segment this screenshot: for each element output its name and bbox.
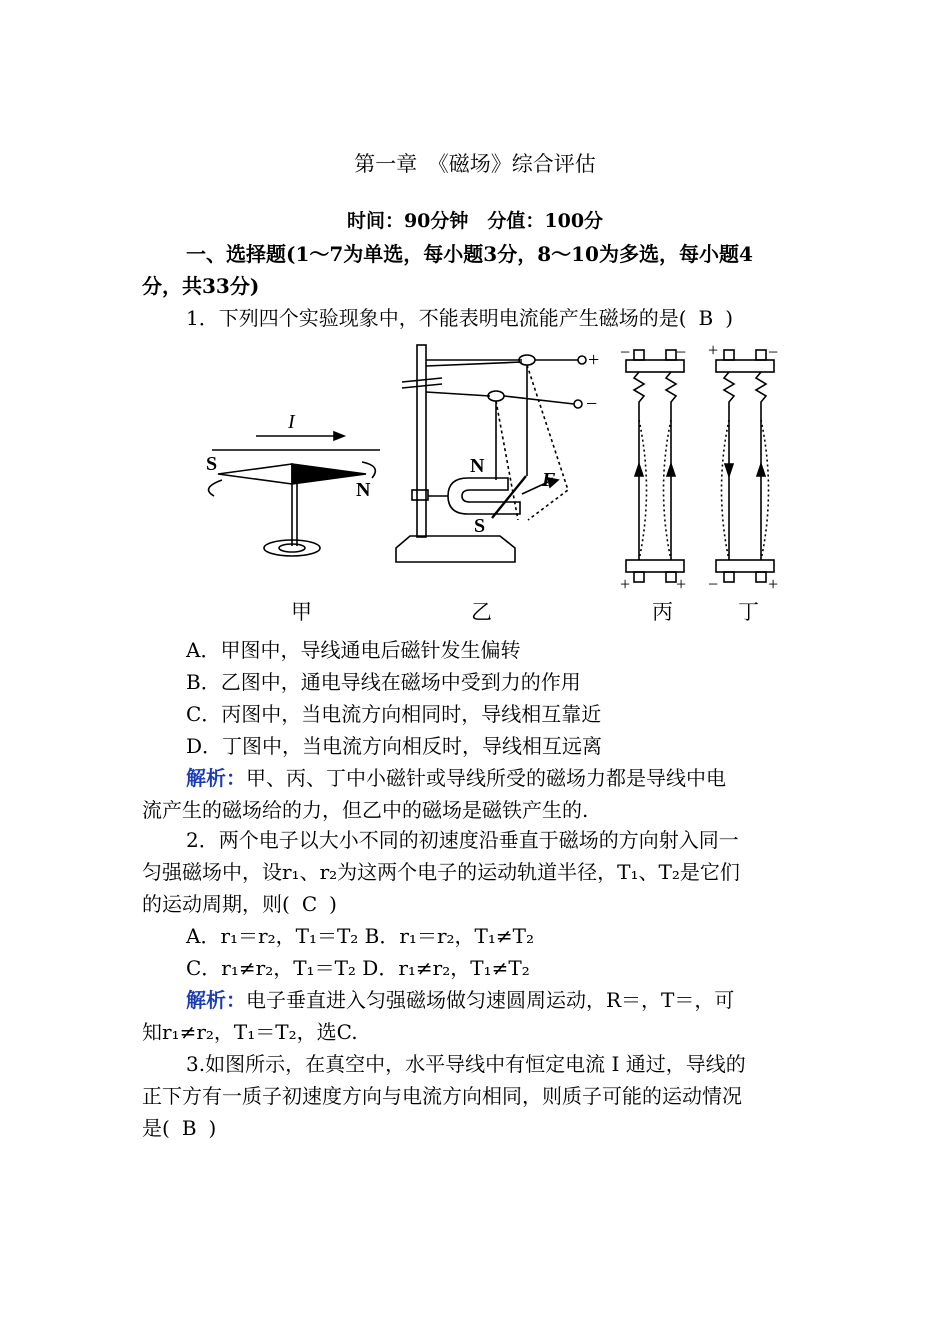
label-force: F (542, 469, 556, 491)
q2-analysis-line1 (186, 984, 734, 1016)
q2-stem-line1: 2．两个电子以大小不同的初速度沿垂直于磁场的方向射入同一 (186, 828, 739, 852)
ding-deflect-left (722, 420, 730, 560)
jia-arrowhead (334, 432, 344, 440)
label-yi-north: N (470, 455, 485, 477)
jia-needle-south (218, 464, 292, 484)
ding-deflect-right (761, 420, 769, 560)
label-bing-bottom-right: + (676, 574, 687, 594)
q2-options-ab: A．r₁＝r₂，T₁＝T₂ B．r₁＝r₂，T₁≠T₂ (186, 924, 534, 948)
label-bing-top-left: − (620, 342, 631, 362)
label-jia-north: N (356, 479, 371, 501)
q1-answer: B (698, 306, 714, 330)
q1-analysis-line1 (186, 762, 726, 794)
yi-clamp (402, 378, 442, 388)
q1-figure (0, 0, 950, 640)
q3-answer: B (181, 1116, 197, 1140)
bing-arrow-left (635, 464, 643, 476)
figure-bing (626, 350, 684, 582)
caption-yi: 乙 (471, 600, 492, 624)
bing-arrow-right (667, 464, 675, 476)
label-bing-bottom-left: + (620, 574, 631, 594)
yi-upper-rod-2 (426, 362, 522, 366)
q1-analysis-text-a: 甲、丙、丁中小磁针或导线所受的磁场力都是导线中电 (246, 766, 726, 790)
section-heading-line2: 分，共33分) (142, 274, 260, 298)
label-yi-plus: + (588, 349, 600, 371)
ding-bottom-post-1 (724, 572, 734, 582)
q3-stem-line3 (142, 1112, 216, 1144)
q1-option-d: D．丁图中，当电流方向相反时，导线相互远离 (186, 734, 603, 758)
q2-stem-line2: 匀强磁场中，设r₁、r₂为这两个电子的运动轨道半径，T₁、T₂是它们 (142, 860, 740, 884)
q1-analysis-label: 解析： (186, 766, 246, 790)
bing-top-post-2 (666, 350, 676, 360)
q2-analysis-label: 解析： (186, 988, 246, 1012)
ding-arrow-right (757, 464, 765, 476)
q1-close: ) (725, 306, 734, 330)
q2-analysis-text-a: 电子垂直进入匀强磁场做匀速圆周运动，R＝，T＝，可 (246, 988, 735, 1012)
ding-arrow-left (725, 464, 733, 476)
label-jia-south: S (206, 453, 218, 475)
label-ding-bottom-left: − (708, 574, 719, 594)
figure-ding (716, 350, 774, 582)
q1-analysis-line2: 流产生的磁场给的力，但乙中的磁场是磁铁产生的. (142, 798, 589, 822)
q2-options-cd: C．r₁≠r₂，T₁＝T₂ D．r₁≠r₂，T₁≠T₂ (186, 956, 530, 980)
label-yi-minus: − (586, 393, 598, 415)
caption-jia: 甲 (291, 600, 312, 624)
figure-jia (209, 432, 380, 556)
q2-stem-line3 (142, 888, 337, 920)
bing-top-post-1 (634, 350, 644, 360)
caption-ding: 丁 (738, 600, 759, 624)
ding-bottom-post-2 (756, 572, 766, 582)
label-current: I (288, 411, 295, 433)
ding-top-bar (716, 360, 774, 372)
q2-close: ) (329, 892, 337, 916)
bing-bottom-post-1 (634, 572, 644, 582)
label-bing-top-right: − (676, 342, 687, 362)
q1-option-c: C．丙图中，当电流方向相同时，导线相互靠近 (186, 702, 602, 726)
q3-stem-line1: 3.如图所示，在真空中，水平导线中有恒定电流 I 通过，导线的 (186, 1052, 746, 1076)
q3-close: ) (208, 1116, 217, 1140)
yi-minus-terminal (574, 400, 582, 408)
yi-stand-pole (417, 345, 426, 537)
q3-stem-line2: 正下方有一质子初速度方向与电流方向相同，则质子可能的运动情况 (142, 1084, 742, 1108)
section-heading-line1: 一、选择题(1～7为单选，每小题3分，8～10为多选，每小题4 (186, 242, 753, 266)
q2-answer: C (301, 892, 318, 916)
jia-rotation-right (362, 462, 375, 478)
q1-stem-text: 1．下列四个实验现象中，不能表明电流能产生磁场的是( (186, 306, 687, 330)
q2-stem-text: 的运动周期，则( (142, 892, 290, 916)
label-yi-south: S (474, 515, 486, 537)
bing-deflect-right (664, 420, 672, 560)
q3-stem-text: 是( (142, 1116, 170, 1140)
ding-top-post-2 (756, 350, 766, 360)
label-ding-top-left: + (708, 340, 719, 360)
yi-lower-rod (426, 392, 490, 396)
jia-rotation-left (209, 480, 222, 496)
q1-option-b: B．乙图中，通电导线在磁场中受到力的作用 (186, 670, 581, 694)
jia-needle-north (292, 464, 366, 484)
yi-lower-clamp (488, 391, 504, 401)
ding-top-post-1 (724, 350, 734, 360)
q1-option-a: A．甲图中，导线通电后磁针发生偏转 (186, 638, 521, 662)
yi-stand-base (396, 536, 515, 562)
ding-bottom-bar (716, 560, 774, 572)
bing-deflect-left (639, 420, 647, 560)
yi-swing-right (527, 365, 568, 520)
label-ding-top-right: − (768, 342, 779, 362)
bing-bottom-bar (626, 560, 684, 572)
yi-plus-terminal (578, 356, 586, 364)
label-ding-bottom-right: + (768, 574, 779, 594)
bing-bottom-post-2 (666, 572, 676, 582)
exam-meta: 时间：90分钟 分值：100分 (346, 210, 604, 232)
page-title: 第一章 《磁场》综合评估 (354, 152, 596, 176)
caption-bing: 丙 (652, 600, 673, 624)
q2-analysis-line2: 知r₁≠r₂，T₁＝T₂，选C. (142, 1020, 358, 1044)
yi-wire (492, 476, 526, 518)
figure-yi (396, 345, 586, 562)
